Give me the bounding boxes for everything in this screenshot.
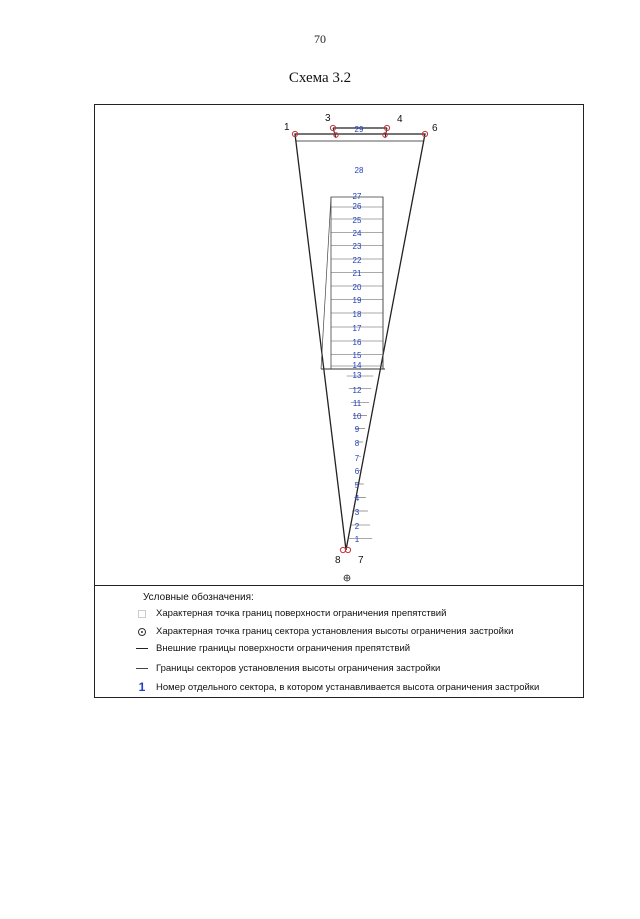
legend-item-text: Номер отдельного сектора, в котором устанавливается высота ограничения застройки bbox=[156, 681, 540, 693]
sector-label-2: 2 bbox=[354, 522, 360, 531]
thin-line-icon bbox=[135, 668, 149, 669]
sector-label-8: 8 bbox=[354, 439, 360, 448]
sector-number-symbol: 1 bbox=[138, 680, 146, 694]
sector-label-16: 16 bbox=[352, 338, 362, 347]
sector-label-21: 21 bbox=[352, 269, 362, 278]
sector-label-29: 29 bbox=[354, 125, 364, 134]
thick-line-icon bbox=[135, 648, 149, 649]
sector-label-10: 10 bbox=[352, 412, 362, 421]
sector-label-9: 9 bbox=[354, 425, 360, 434]
legend bbox=[95, 585, 583, 697]
point-label-4: 4 bbox=[397, 114, 403, 125]
point-label-8: 8 bbox=[335, 555, 341, 566]
sector-label-28: 28 bbox=[354, 166, 364, 175]
square-point-icon bbox=[135, 610, 149, 618]
sector-label-18: 18 bbox=[352, 310, 362, 319]
sector-label-22: 22 bbox=[352, 256, 362, 265]
legend-item-sector-boundary bbox=[135, 663, 440, 674]
sector-label-15: 15 bbox=[352, 351, 362, 360]
point-label-7: 7 bbox=[358, 555, 364, 566]
sector-diagram bbox=[95, 105, 583, 585]
sector-label-27: 27 bbox=[352, 192, 362, 201]
sector-label-19: 19 bbox=[352, 296, 362, 305]
sector-label-3: 3 bbox=[354, 508, 360, 517]
sector-label-13: 13 bbox=[352, 371, 362, 380]
legend-item-text: Внешние границы поверхности ограничения препятствий bbox=[156, 643, 411, 654]
legend-item-text: Характерная точка границ поверхности ограничения препятствий bbox=[156, 608, 447, 619]
sector-label-11: 11 bbox=[352, 399, 362, 408]
sector-label-23: 23 bbox=[352, 242, 362, 251]
sector-label-17: 17 bbox=[352, 324, 362, 333]
point-label-1: 1 bbox=[284, 122, 290, 133]
sector-label-25: 25 bbox=[352, 216, 362, 225]
sector-label-7: 7 bbox=[354, 454, 360, 463]
legend-item-outer-boundary bbox=[135, 643, 410, 654]
legend-title: Условные обозначения: bbox=[143, 592, 254, 603]
legend-item-circle-point bbox=[135, 626, 513, 637]
point-label-3: 3 bbox=[325, 113, 331, 124]
legend-item-square-point bbox=[135, 608, 446, 619]
boundary-point-marker bbox=[340, 547, 345, 552]
legend-item-sector-number bbox=[135, 680, 539, 694]
sector-label-6: 6 bbox=[354, 467, 360, 476]
legend-item-text: Характерная точка границ сектора установления высоты ограничения застройки bbox=[156, 626, 514, 637]
circle-point-icon bbox=[135, 628, 149, 636]
sector-label-20: 20 bbox=[352, 283, 362, 292]
sector-label-4: 4 bbox=[354, 494, 360, 503]
sector-guide-line bbox=[321, 197, 331, 369]
sector-label-12: 12 bbox=[352, 386, 362, 395]
page-number: 70 bbox=[314, 32, 326, 46]
legend-item-text: Границы секторов установления высоты ограничения застройки bbox=[156, 663, 441, 674]
sector-label-1: 1 bbox=[354, 535, 360, 544]
sector-label-14: 14 bbox=[352, 361, 362, 370]
point-label-6: 6 bbox=[432, 123, 438, 134]
sector-label-26: 26 bbox=[352, 202, 362, 211]
scheme-title: Схема 3.2 bbox=[288, 70, 352, 86]
sector-label-5: 5 bbox=[354, 481, 360, 490]
sector-label-24: 24 bbox=[352, 229, 362, 238]
scheme-frame bbox=[94, 104, 584, 698]
